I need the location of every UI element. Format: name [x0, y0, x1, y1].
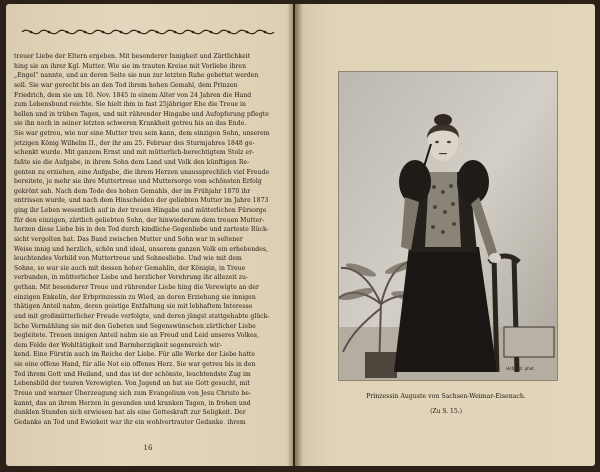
text-line: hellen und in trüben Tagen, und mit rührender Hingabe und Aufopferung pflegte — [14, 110, 269, 118]
text-line: jetzigen König Wilhelm II., der ihr am 25. Februar des Sturmjahres 1848 ge- — [14, 139, 255, 147]
text-line: sie ihn noch in seiner letzten schweren Krankheit getreu bis an das Ende. — [14, 120, 247, 128]
text-line: entrissen wurde, und nach dem Hinscheiden der geliebten Mutter im Jahre 1873 — [14, 197, 269, 205]
decorative-border-ornament — [18, 26, 278, 38]
text-line: bereitete, je mehr sie ihre Muttertreue und Muttersorge vom schönsten Erfolg — [14, 178, 262, 186]
text-line: Treue und warmer Überzeugung sich zum Evangelium von Jesu Christo be- — [14, 389, 251, 397]
text-line: sicht vergolten hat. Das Band zwischen Mutter und Sohn war in seltener — [14, 235, 243, 243]
text-line: ging ihr Leben wesentlich auf in der treuen Hingabe und mütterlichen Fürsorge — [14, 207, 267, 214]
page-number: 16 — [143, 444, 153, 452]
text-line: soll. Sie war gerecht bis an den Tod ihrem hohen Gemahl, dem Prinzen — [14, 81, 238, 89]
text-line: gekrönt sah. Nach dem Tode des hohen Gemahls, der im Frühjahr 1870 ihr — [14, 187, 251, 195]
text-line: Tod ihrem Gott und Heiland, und das ist der schönste, leuchtendste Zug im — [14, 370, 251, 378]
body-text — [14, 52, 280, 424]
text-line: verbunden, in mütterlicher Liebe und herzlicher Verehrung ihr allezeit zu- — [14, 274, 249, 282]
text-line: begleitete. Treuen innigen Anteil nahm sie an Freud und Leid unseres Volkes, — [14, 332, 259, 340]
book-gutter — [287, 4, 303, 466]
text-line: kannt, das an ihrem Herzen in gesunden und kranken Tagen, in frohen und — [14, 399, 251, 407]
text-line: schenkt wurde. Mit ganzem Ernst und mit mütterlich-berechtigtem Stolz er- — [14, 149, 255, 157]
text-line: liche Vermählung sie mit den Gebeten und Segenswünschen zärtlicher Liebe — [14, 322, 256, 330]
portrait-photograph — [339, 72, 557, 380]
text-line: Weise innig und herzlich, schön und ideal, unserem ganzen Volk ein erhebendes, — [14, 245, 269, 253]
text-line: und mit großmütterlicher Freude verfolgte, und deren jüngst stattgehabte glück- — [14, 312, 270, 320]
text-line: treuer Liebe der Eltern ergeben. Mit besonderer Innigkeit und Zärtlichkeit — [14, 53, 251, 60]
text-line: leuchtendes Vorbild von Muttertreue und Sohnesliebe. Und wie mit dem — [14, 255, 242, 263]
text-line: Sie war getreu, wie nur eine Mutter treu sein kann, dem einzigen Sohn, unserem — [14, 130, 270, 137]
text-line: genten zu erziehen, eine Aufgabe, die ihrem Herzen unaussprechlich viel Freude — [14, 168, 270, 176]
text-line: einzigen Enkelin, der Erbprinzessin zu Wied, an deren Erziehung sie innigen — [14, 293, 256, 301]
text-line: herzen diese Liebe bis in den Tod durch kindliche Gegenliebe und zarteste Rück- — [14, 226, 269, 234]
text-line: Lebensbild der teuren Verewigten. Von Jugend an hat sie Gott gesucht, mit — [14, 380, 250, 388]
text-line: gethan. Mit besonderer Treue und rührender Liebe hing die Verewigte an der — [14, 284, 260, 291]
text-line: sie eine offene Hand, für alle Not ein offenes Herz. Sie war getreu bis in den — [14, 361, 256, 368]
text-line: dunklen Stunden sich erwiesen hat als eine Gotteskraft zur Seligkeit. Der — [14, 409, 246, 417]
text-line: hing sie an ihrer Kgl. Mutter. Wie sie im trauten Kreise mit Vorliebe ihren — [14, 62, 247, 70]
plate-reference: (Zu S. 15.) — [430, 408, 462, 415]
text-line: Friedrich, dem sie am 10. Nov. 1845 in einem Alter von 24 Jahren die Hand — [14, 91, 252, 99]
text-line: für den einzigen, zärtlich geliebten Sohn, der hinwiederum dem treuen Mutter- — [14, 216, 265, 224]
text-line: faßte sie die Aufgabe, in ihrem Sohn dem Land und Volk den künftigen Re- — [14, 158, 250, 166]
text-line: thätigen Anteil nahm, deren geistige Entfaltung sie mit lebhaftem Interesse — [14, 303, 253, 311]
text-line: Sohne, so war sie auch mit dessen hoher Gemahlin, der Königin, in Treue — [14, 264, 246, 272]
text-line: Gedanke an Tod und Ewigkeit war ihr ein wohlvertrauter Gedanke, ihrem — [14, 418, 246, 424]
photographer-mark: Hofphot. phot. — [506, 366, 535, 371]
photo-caption: Prinzessin Auguste von Sachsen-Weimar-Eisenach. — [366, 393, 526, 400]
text-line: kend. Eine Fürstin auch im Reiche der Liebe. Für alle Werke der Liebe hatte — [14, 351, 255, 359]
text-line: dem Felde der Wohltätigkeit und Barmherzigkeit segensreich wir- — [14, 341, 222, 349]
text-line: „Engel“ nannte, und an deren Seite sie nun zur letzten Ruhe gebettet werden — [14, 72, 259, 80]
text-line: zum Lebensbund reichte. Sie hielt ihm in fast 25jähriger Ehe die Treue in — [14, 101, 246, 109]
